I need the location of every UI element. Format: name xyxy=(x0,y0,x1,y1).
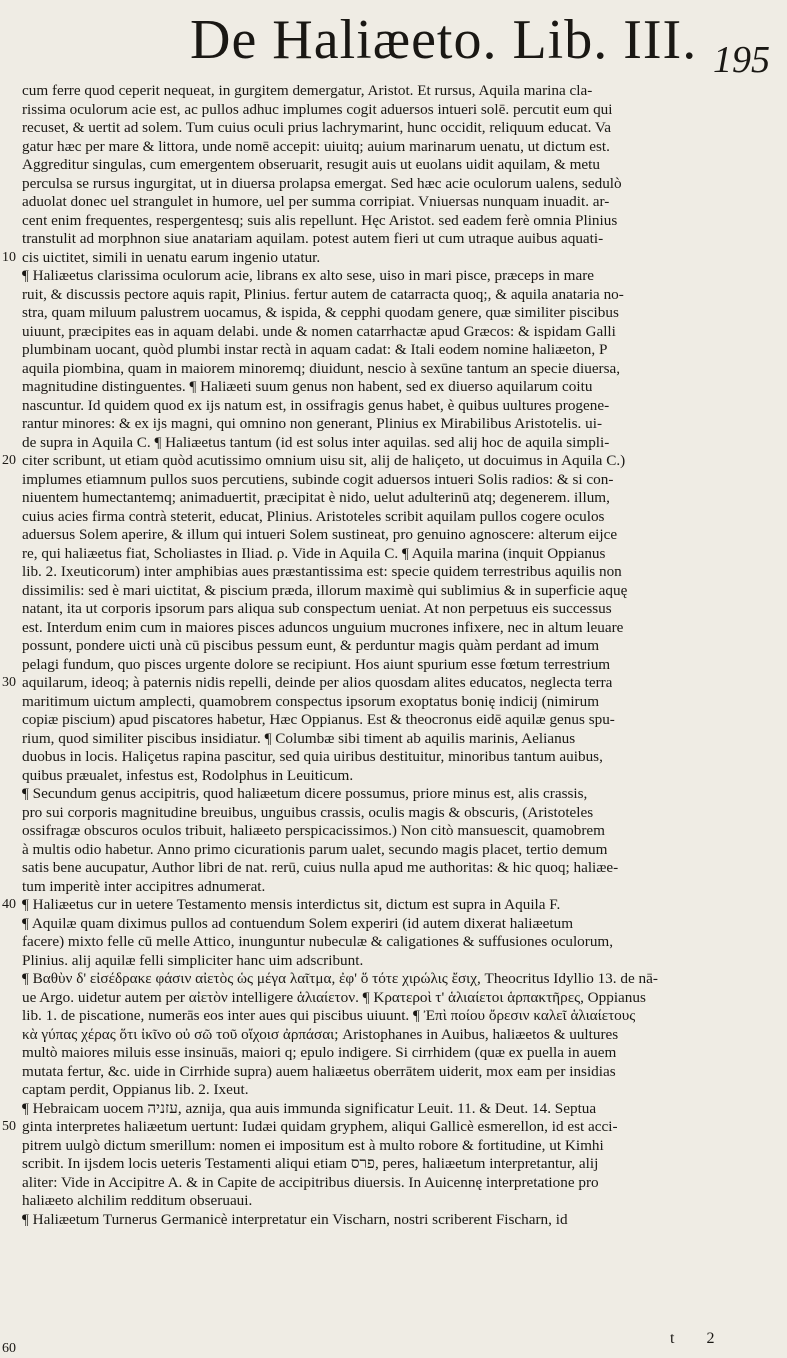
text-line: recuset, & uertit ad solem. Tum cuius oculi prius lachrymarint, hunc occidit, reliquum educat. Va xyxy=(22,119,611,136)
text-line: citer scribunt, ut etiam quòd acutissimo omnium uisu sit, alij de haliçeto, ut docuimus in Aquila C.) xyxy=(22,452,626,469)
text-line: Aggreditur singulas, cum emergentem obseruarit, resugit auis ut euolans uidit aquilam, & metu xyxy=(22,156,600,173)
text-line: gatur hæc per mare & littora, unde nomē accepit: uiuitq; auium marinarum uenatu, ut dictum est. xyxy=(22,137,610,155)
text-line: cis uictitet, simili in uenatu earum ingenio utatur. xyxy=(22,248,321,266)
line-number: 30 xyxy=(2,675,16,690)
text-line: aduolat donec uel strangulet in humore, uel per summa corripiat. Vniuersas nunquam inuadit. ar- xyxy=(22,193,610,210)
text-line: cuius acies firma contrà steterit, educat, Plinius. Aristoteles scribit aquilam pullos cogere oculos xyxy=(22,507,605,525)
text-line: natant, ita ut corporis ipsorum pars aliqua sub conspectum ueniat. At non perpetuus eis successus xyxy=(22,600,612,617)
line-number: 50 xyxy=(2,1119,16,1134)
text-line: aquila piombina, quam in maiorem minoremq; diuidunt, nescio à sexūne tantum an specie diuersa, xyxy=(22,359,621,377)
text-line: cent enim frequentes, respergentesq; suis alis repellunt. Hęc Aristot. sed eadem ferè omnia Plinius xyxy=(22,211,618,229)
text-line: implumes etiamnum pullos suos percutiens, subinde cogit aduersos intueri Solis radios: & si con- xyxy=(22,470,614,488)
text-line: κὰ γύπας χέρας ὅτι ἰκῖνο οὐ σῶ τοῦ οἴχοισ ἀρπάσαι; Aristophanes in Auibus, haliæetos & uultures xyxy=(22,1025,619,1043)
text-line: dissimilis: sed è mari uictitat, & piscium præda, illorum maximè qui sublimius & in superficie aquę xyxy=(22,581,628,599)
text-line: pelagi fundum, quo pisces urgente dolore se recipiunt. Hos aiunt spurium esse fœtum terrestrium xyxy=(22,655,611,673)
text-line: rissima oculorum acie est, ac pullos adhuc implumes cogit aduersos intueri solē. percutit eum qui xyxy=(22,100,613,118)
text-line: ruit, & discussis pectore aquis rapit, Plinius. fertur autem de catarracta quoq;, & aquila anataria no- xyxy=(22,285,624,303)
text-line: re, qui haliæetus fiat, Scholiastes in Iliad. ρ. Vide in Aquila C. ¶ Aquila marina (inquit Oppianus xyxy=(22,544,606,562)
text-line: magnitudine distinguentes. ¶ Haliæeti suum genus non habent, sed ex diuerso aquilarum coitu xyxy=(22,378,593,395)
text-line: aliter: Vide in Accipitre A. & in Capite de accipitribus diuersis. In Auicennę interpretatione pro xyxy=(22,1173,599,1191)
text-body xyxy=(2,82,782,1356)
text-line: est. Interdum enim cum in maiores pisces aduncos unguium mucrones infixere, nec in altum leuare xyxy=(22,618,624,636)
text-line: rium, quod similiter piscibus insidiatur. ¶ Columbæ sibi timent ab aquilis marinis, Aelianus xyxy=(22,729,576,747)
text-line: ginta interpretes haliæetum uertunt: Iudæi quidam gryphem, aliqui Gallicè esmerellon, id est acci- xyxy=(22,1118,618,1135)
text-line: tum imperitè inter accipitres adnumerat. xyxy=(22,877,266,895)
text-line: ¶ Aquilæ quam diximus pullos ad contuendum Solem experiri (id autem dixerat haliæetum xyxy=(22,914,574,932)
text-line: perculsa se rursus ingurgitat, ut in diuersa prolapsa emergat. Sed hæc acie oculorum ualens, sedulò xyxy=(22,174,622,192)
text-line: ue Argo. uidetur autem per αἰετὸν intelligere ἁλιαίετον. ¶ Κρατεροὶ τ' ἁλιαίετοι ἁρπακτῆρες, Oppianus xyxy=(22,988,646,1006)
text-line: pitrem uulgò dictum smerillum: nomen ei impositum est à multo robore & fortitudine, ut Kimhi xyxy=(22,1136,604,1154)
running-title: De Haliæeto. Lib. III. xyxy=(190,9,698,71)
text-line: facere) mixto felle cū melle Attico, inunguntur nubeculæ & caligationes & suffusiones oculorum, xyxy=(22,933,614,950)
page-header xyxy=(0,0,787,80)
text-line: niuentem humectantemq; animaduertit, præcipitat è nido, uelut adulterinū atq; degenerem. illum, xyxy=(22,489,610,506)
text-line: uiuunt, præcipites eas in aquam delabi. unde & nomen catarrhactæ apud Græcos: & ispidam Galli xyxy=(22,322,616,340)
text-line: ¶ Hebraicam uocem עזניה, aznija, qua auis immunda significatur Leuit. 11. & Deut. 14. Septua xyxy=(22,1099,597,1117)
text-line: possunt, pondere uicti unà cū piscibus pessum eunt, & perduntur magis quàm perdant ad imum xyxy=(22,637,600,654)
text-line: plumbinam uocant, quòd plumbi instar rectà in aquam cadat: & Itali eodem nomine haliæeton, P xyxy=(22,341,608,358)
page-number: 195 xyxy=(713,39,770,81)
text-line: stra, quam miluum palustrem uocamus, & ispida, & cepphi quodam genere, quæ similiter piscibus xyxy=(22,304,619,321)
text-line: de supra in Aquila C. ¶ Haliæetus tantum (id est solus inter aquilas. sed alij hoc de aquila simpli- xyxy=(22,433,610,451)
text-line: cum ferre quod ceperit nequeat, in gurgitem demergatur, Aristot. Et rursus, Aquila marina cla- xyxy=(22,82,593,99)
line-number: 10 xyxy=(2,249,16,265)
text-line: duobus in locis. Haliçetus rapina pascitur, sed quia uiribus destituitur, minoribus tantum auibus, xyxy=(22,748,603,765)
text-line: multò maiores miluis esse insinuās, maiori q; epulo indigere. Si cirrhidem (quæ ex puella in auem xyxy=(22,1044,617,1061)
text-line: à multis odio habetur. Anno primo cicurationis parum ualet, secundo magis placet, tertio demum xyxy=(22,840,608,858)
text-line: ¶ Haliæetus clarissima oculorum acie, librans ex alto sese, uiso in mari pisce, præceps in mare xyxy=(22,267,595,284)
text-line: ¶ Haliæetum Turnerus Germanicè interpretatur ein Vischarn, nostri scriberent Fischarn, id xyxy=(22,1210,568,1228)
line-number: 60 xyxy=(2,1341,16,1356)
text-line: aquilarum, ideoq; à paternis nidis repelli, deinde per alios quosdam alites educatos, neglecta terra xyxy=(22,674,613,691)
text-line: transtulit ad morphnon siue anatariam aquilam. potest autem fieri ut cum utraque auibus aquati- xyxy=(22,230,604,247)
text-line: quibus præualet, infestus est, Rodolphus in Leuiticum. xyxy=(22,766,354,784)
text-line: pro sui corporis magnitudine breuibus, unguibus crassis, oculis magis & obscuris, (Aristoteles xyxy=(22,803,594,821)
text-line: lib. 2. Ixeuticorum) inter amphibias aues præstantissima est: specie quidem terrestribus aquilis non xyxy=(22,563,622,580)
text-line: rantur minores: & ex ijs magni, qui omnino non generant, Plinius ex Mirabilibus Aristotelis. ui- xyxy=(22,415,603,432)
text-line: mutata fertur, &c. uide in Cirrhide supra) auem haliæetus oberrātem uiderit, mox eam per insidias xyxy=(22,1062,616,1080)
text-line: haliæeto alchilim redditum obseruaui. xyxy=(22,1192,253,1209)
text-line: ¶ Βαθὺν δ' εἰσέδρακε φάσιν αἰετὸς ὡς μέγα λαῖτμα, ἐφ' ὅ τότε χιρώλις ἔσιχ, Theocritus Idyllio 13. de nā- xyxy=(22,970,658,987)
text-line: ¶ Haliæetus cur in uetere Testamento mensis interdictus sit, dictum est supra in Aquila F. xyxy=(22,896,561,913)
text-line: copiæ piscium) apud piscatores habetur, Hæc Oppianus. Est & theocronus eidē aquilæ genus spu- xyxy=(22,711,615,728)
line-number: 20 xyxy=(2,453,16,468)
line-number: 40 xyxy=(2,897,16,912)
signature-mark: t 2 xyxy=(670,1330,729,1347)
text-line: scribit. In ijsdem locis ueteris Testamenti aliqui etiam פרס, peres, haliæetum interpretantur, alij xyxy=(22,1155,599,1172)
text-line: ossifragæ obscuros oculos tribuit, haliæeto perspicacissimos.) Non citò mansuescit, quamobrem xyxy=(22,822,605,839)
text-line: maritimum uictum amplecti, quamobrem conspectus ipsorum exoptatus bonię indicij (nimirum xyxy=(22,692,600,710)
text-line: captam perdit, Oppianus lib. 2. Ixeut. xyxy=(22,1081,249,1098)
text-line: nascuntur. Id quidem quod ex ijs natum est, in ossifragis genus habet, è quibus uultures progene- xyxy=(22,396,610,414)
text-line: aduersus Solem aperire, & illum qui intueri Solem sustineat, pro genuino agnoscere: alterum eijce xyxy=(22,526,618,543)
text-line: ¶ Secundum genus accipitris, quod haliæetum dicere possumus, priore minus est, alis crassis, xyxy=(22,785,588,802)
text-line: satis bene aucupatur, Author libri de nat. rerū, cuius nulla apud me authoritas: & hic quoq; haliæe- xyxy=(22,859,619,876)
text-line: lib. 1. de piscatione, numerās eos inter aues qui piscibus uiuunt. ¶ Ἐπὶ ποίου ὄρεσιν καλεῖ ἁλιαίετους xyxy=(22,1007,636,1024)
text-line: Plinius. alij aquilæ felli simpliciter hanc uim adscribunt. xyxy=(22,951,364,969)
